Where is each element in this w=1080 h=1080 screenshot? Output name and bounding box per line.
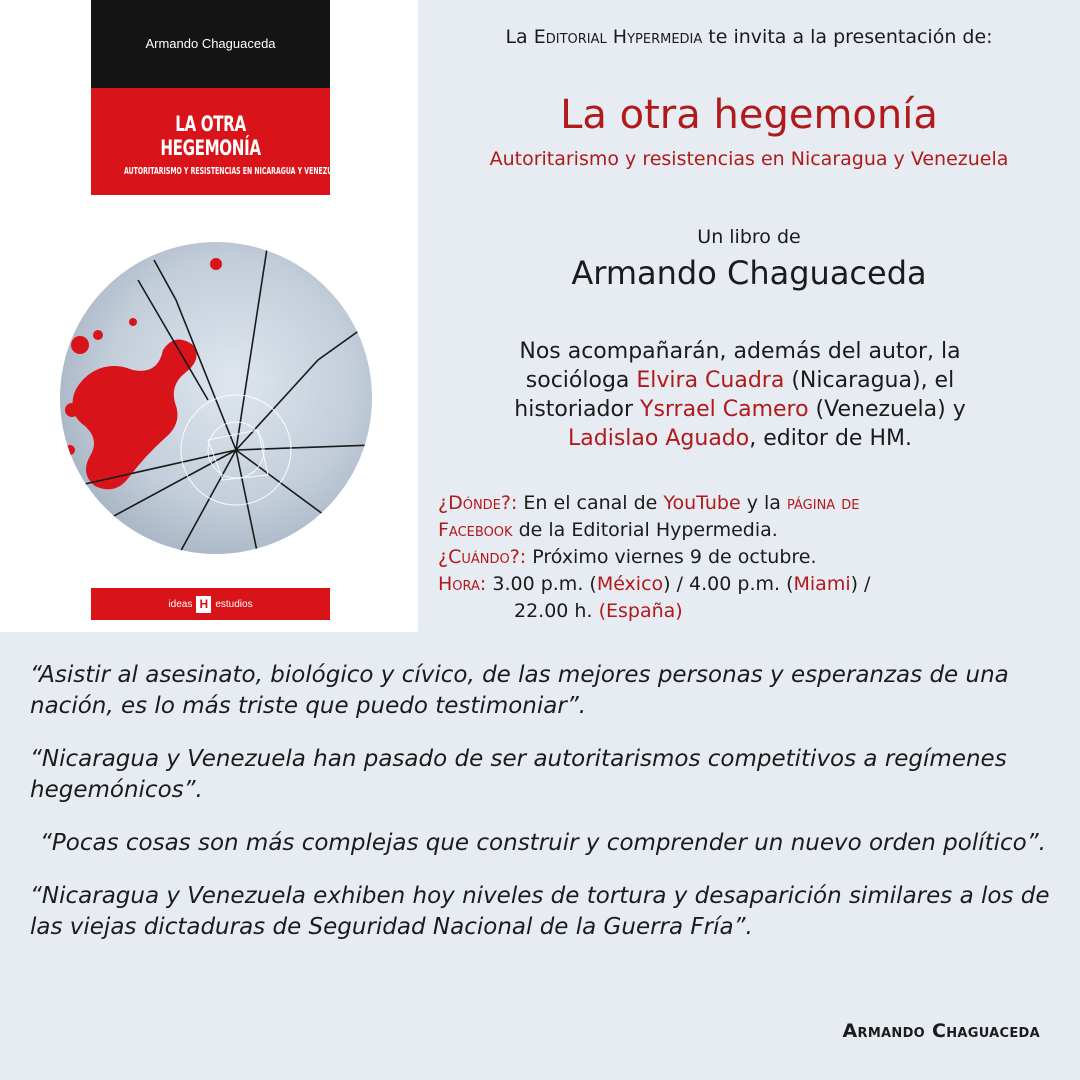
cover-title-band: [91, 88, 346, 195]
book-by-label: Un libro de: [697, 226, 801, 248]
where-row: [438, 490, 1058, 517]
invite-prefix: La: [505, 26, 534, 48]
hour-miami: Miami: [793, 573, 851, 595]
invite-publisher: Editorial Hypermedia: [533, 26, 703, 48]
where-text: En el canal de: [517, 492, 664, 514]
hour-spain: (España): [598, 600, 683, 622]
guest-name: Ysrrael Camero: [640, 397, 809, 422]
hour-row: [438, 571, 1058, 598]
book-subtitle: Autoritarismo y resistencias en Nicaragua y Venezuela: [489, 148, 1009, 170]
quote: “Nicaragua y Venezuela exhiben hoy niveles de tortura y desaparición similares a los de las viejas dictaduras de Seguridad Nacional de la Guerra Fría”.: [30, 883, 1050, 940]
shattered-glass-icon: [58, 240, 374, 556]
signature: Armando Chaguaceda: [842, 1020, 1040, 1042]
cover-author: Armando Chaguaceda: [91, 0, 330, 88]
guests-text: Nos acompañarán, además del autor, la socióloga: [519, 339, 961, 393]
hour-text: 3.00 p.m. (: [486, 573, 597, 595]
guest-name: Ladislao Aguado: [568, 426, 750, 451]
when-row: [438, 544, 1058, 571]
where-label: ¿Dónde?:: [438, 492, 518, 514]
where-text: y la: [740, 492, 787, 514]
hour-text: 22.00 h.: [514, 600, 599, 622]
quotes-list: [30, 660, 1060, 965]
hour-text: ) / 4.00 p.m. (: [663, 573, 794, 595]
cover-subtitle: AUTORITARISMO Y RESISTENCIAS EN NICARAGUA Y VENEZUELA: [124, 166, 346, 177]
hour-text: ) /: [850, 573, 871, 595]
cover-title: LA OTRA HEGEMONÍA: [160, 112, 261, 160]
invite-line: [418, 26, 1080, 48]
facebook-page-link[interactable]: página de: [786, 492, 860, 514]
guest-name: Elvira Cuadra: [636, 368, 785, 393]
when-label: ¿Cuándo?:: [438, 546, 527, 568]
hour-label: Hora:: [438, 573, 487, 595]
cover-series-right: estudios: [215, 598, 253, 610]
quote: “Nicaragua y Venezuela han pasado de ser autoritarismos competitivos a regímenes hegemónicos”.: [30, 746, 1007, 803]
book-cover: [0, 0, 418, 632]
cover-series-band: [91, 588, 330, 620]
publisher-logo: H: [196, 596, 211, 613]
book-title: La otra hegemonía: [560, 92, 938, 138]
event-details: [438, 490, 1058, 625]
where-row-2: [438, 517, 1058, 544]
hour-mexico: México: [596, 573, 664, 595]
quote: “Asistir al asesinato, biológico y cívico, de las mejores personas y esperanzas de una nación, es lo más triste que puedo testimoniar”.: [30, 662, 1009, 719]
where-text: de la Editorial Hypermedia.: [512, 519, 778, 541]
author-name: Armando Chaguaceda: [571, 254, 927, 292]
youtube-link[interactable]: YouTube: [663, 492, 741, 514]
guests-paragraph: [470, 337, 1010, 453]
invite-suffix: te invita a la presentación de:: [702, 26, 993, 48]
quote: “Pocas cosas son más complejas que construir y comprender un nuevo orden político”.: [40, 830, 1046, 856]
facebook-link[interactable]: Facebook: [438, 519, 513, 541]
guests-text: (Nicaragua), el historiador: [514, 368, 955, 422]
guests-text: , editor de HM.: [749, 426, 912, 451]
cover-series-left: ideas: [168, 598, 193, 610]
hour-row-2: [438, 598, 1058, 625]
when-value: Próximo viernes 9 de octubre.: [526, 546, 817, 568]
guests-text: (Venezuela) y: [808, 397, 966, 422]
